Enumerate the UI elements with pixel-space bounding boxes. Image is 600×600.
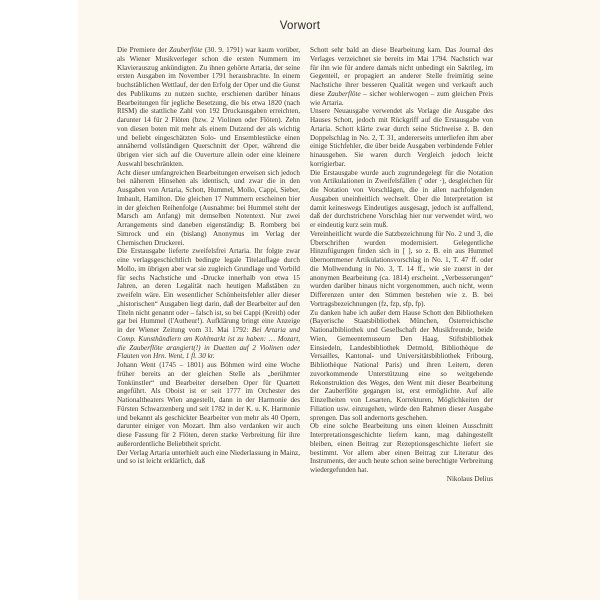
text-run: (30. 9. 1791) war kaum vorüber, als Wiener Musikverleger schon die ersten Nummern im Klavierauszug ankündigten. Zu ihnen gehörte Artaria, der seine ersten Ausgaben im November 1791 herausbrachte. In einem buchstäblichen Wettlauf, der den Erfolg der Oper und die Gunst des Publikums zu nutzen suchte, erschienen darüber hinaus Bearbeitungen für jegliche Besetzung, die bis etwa 1820 (nach RISM) die stattliche Zahl von 192 Druckausgaben erreichten, darunter 14 für 2 Flöten (bzw. 2 Violinen oder Flöten). Zehn von diesen boten mit mehr als einem Dutzend der als wichtig und beliebt eingeschätzten Solo- und Ensemblestücke einen annähernd vollständigen Querschnitt der Oper, während die übrigen vier sich auf die Ouverture allein oder eine kleinere Auswahl beschränkten. bbox=[117, 46, 300, 168]
italic-title: Zauberflöte bbox=[327, 89, 361, 98]
paragraph: Acht dieser umfangreichen Bearbeitungen erweisen sich jedoch bei näherem Hinsehen als identisch, und zwar die in den Ausgaben von Artaria, Schott, Hummel, Mollo, Cappi, Sieber, Imbault, Hamilton. Die gleichen 17 Nummern erscheinen hier in der gleichen Reihenfolge (Ausnahme: bei Hummel steht der Marsch am Anfang) mit demselben Notentext. Nur zwei Arrangements sind daneben eigenständig: B. Romberg bei Simrock und ein (bislang) Anonymus im Verlag der Chemischen Druckerei. bbox=[117, 168, 300, 247]
paragraph: Ob eine solche Bearbeitung uns einen kleinen Ausschnitt Interpretationsgeschichte liefern kann, mag dahingestellt bleiben, einen Beitrag zur Rezeptionsgeschichte liefert sie bestimmt. Vor allem aber einen Beitrag zur Literatur des Instruments, der auch heute schon seine berechtigte Verbreitung wiedergefunden hat. bbox=[310, 422, 493, 474]
left-column bbox=[117, 46, 300, 466]
italic-title: Zauberflöte bbox=[169, 46, 203, 54]
text-run: Schott sehr bald an diese Bearbeitung kam. Das Journal des Verlages verzeichnet sie bereits im Mai 1794. Nachstich war für ihn wie für andere damals nicht unbedingt ein Sakrileg, im Gegenteil, er propagiert an anderer Stelle freimütig seine Nachstiche ihrer besseren Qualität wegen und verkauft auch diese bbox=[310, 46, 493, 98]
page-title: Vorwort bbox=[279, 20, 321, 32]
paragraph bbox=[117, 247, 300, 361]
text-run: Die Premiere der bbox=[117, 46, 170, 54]
paragraph: Die Erstausgabe wurde auch zugrundegelegt für die Notation von Artikulationen in Zweifelsfällen (' oder ·), desgleichen für die Notation von Vorschlägen, die in allen nachfolgenden Ausgaben uneinheitlich wechselt. Über die Interpretation ist damit keineswegs Eindeutiges ausgesagt, jedoch ist auffallend, daß der durchstrichene Vorschlag hier nur verwendet wird, wo er eindeutig kurz sein muß. bbox=[310, 168, 493, 229]
right-column bbox=[310, 46, 493, 484]
paragraph bbox=[117, 46, 300, 169]
text-run: Die Erstausgabe lieferte zweifelsfrei Artaria. Ihr folgte zwar eine verlagsgeschichtlich bedingte legale Titelauflage durch Mollo, im übrigen aber war sie zugleich Grundlage und Vorbild für sechs Nachstiche und -Drucke innerhalb von etwa 15 Jahren, an deren Legalität nach heutigen Maßstäben zu zweifeln wäre. Ein wesentlicher Schönheitsfehler aller dieser „historischen“ Ausgaben liegt darin, daß der Bearbeiter auf den Titeln nicht genannt oder – falsch ist, so bei Cappi (Kreith) oder gar bei Hummel (l'Autheur!). Aufklärung bringt eine Anzeige in der Wiener Zeitung vom 31. Mai 1792: bbox=[117, 247, 300, 334]
italic-quote: Bei Artaria und Comp. Kunsthändlern am Kohlmarkt ist zu haben: … Mozart, die Zauberflöte arangiert(!) in Duetten auf 2 Violinen oder Flauten von Hrn. Went, 1 fl. 30 kr. bbox=[117, 326, 300, 361]
paragraph bbox=[310, 46, 493, 107]
paragraph: Johann Went (1745 – 1801) aus Böhmen wird eine Woche früher bereits an der gleichen Stelle als „berühmter Tonkünstler“ und Bearbeiter derselben Oper für Quartett angeführt. Als Oboist ist er seit 1777 im Orchester des Nationaltheaters Wien angestellt, dann in der Harmonie des Fürsten Schwarzenberg und seit 1782 in der K. u. K. Harmonie und bekannt als geschickter Bearbeiter von mehr als 40 Opern, darunter einiger von Mozart. Ihm also verdanken wir auch diese Fassung für 2 Flöten, deren starke Verbreitung für ihre außerordentliche Beliebtheit spricht. bbox=[117, 361, 300, 448]
author-signature: Nikolaus Delius bbox=[446, 474, 493, 483]
paragraph: Unsere Neuausgabe verwendet als Vorlage die Ausgabe des Hauses Schott, jedoch mit Rückgriff auf die Erstausgabe von Artaria. Schott klärte zwar durch seine Stichweise z. B. den Doppelschlag in No. 2, T. 31, andererseits unterliefen ihm aber einige Stichfehler, die über beide Ausgaben verbindende Fehler hinausgehen. Sie waren durch Vergleich jedoch leicht korrigierbar. bbox=[310, 107, 493, 168]
paragraph: Vereinheitlicht wurde die Satzbezeichnung für No. 2 und 3, die Überschriften wurden modernisiert. Gelegentliche Hinzufügungen finden sich in [ ], so z. B. ein aus Hummel übernommener Artikulationsvorschlag in No. 1, T. 47 ff. oder die Mollwendung in No. 3, T. 14 ff., wie sie zuerst in der anonymen Bearbeitung (ca. 1814) erscheint. „Verbesserungen“ wurden darüber hinaus nicht vorgenommen, auch nicht, wenn Differenzen unter den Stimmen bestehen wie z. B. bei Vortragsbezeichnungen (fz, fzp, sfp, fp). bbox=[310, 229, 493, 308]
text-run: – sicher wohlerwogen – zum gleichen Preis wie Artaria. bbox=[310, 89, 493, 107]
paragraph: Der Verlag Artaria unterhielt auch eine Niederlassung in Mainz, und so ist leicht erklärlich, daß bbox=[117, 448, 300, 466]
paragraph: Zu danken habe ich außer dem Hause Schott den Bibliotheken (Bayerische Staatsbibliothek München, Österreichische Nationalbibliothek und Gesellschaft der Musikfreunde, beide Wien, Gemeentemuseum Den Haag, Stiftsbibliothek Einsiedeln, Landesbibliothek Detmold, Bibliothèque de Versailles, Kantonal- und Universitätsbibliothek Fribourg, Bibliothèque National Paris) und ihren Leitern, deren zuvorkommende Unterstützung eine so weitgehende Rekonstruktion des Weges, den Went mit dieser Bearbeitung der Zauberflöte gegangen ist, erst ermöglichte. Auf alle Einzelheiten von Lesarten, Korrekturen, Möglichkeiten der Filiation usw. einzugehen, würde den Rahmen dieser Ausgabe sprengen. Das soll andernorts geschehen. bbox=[310, 308, 493, 422]
